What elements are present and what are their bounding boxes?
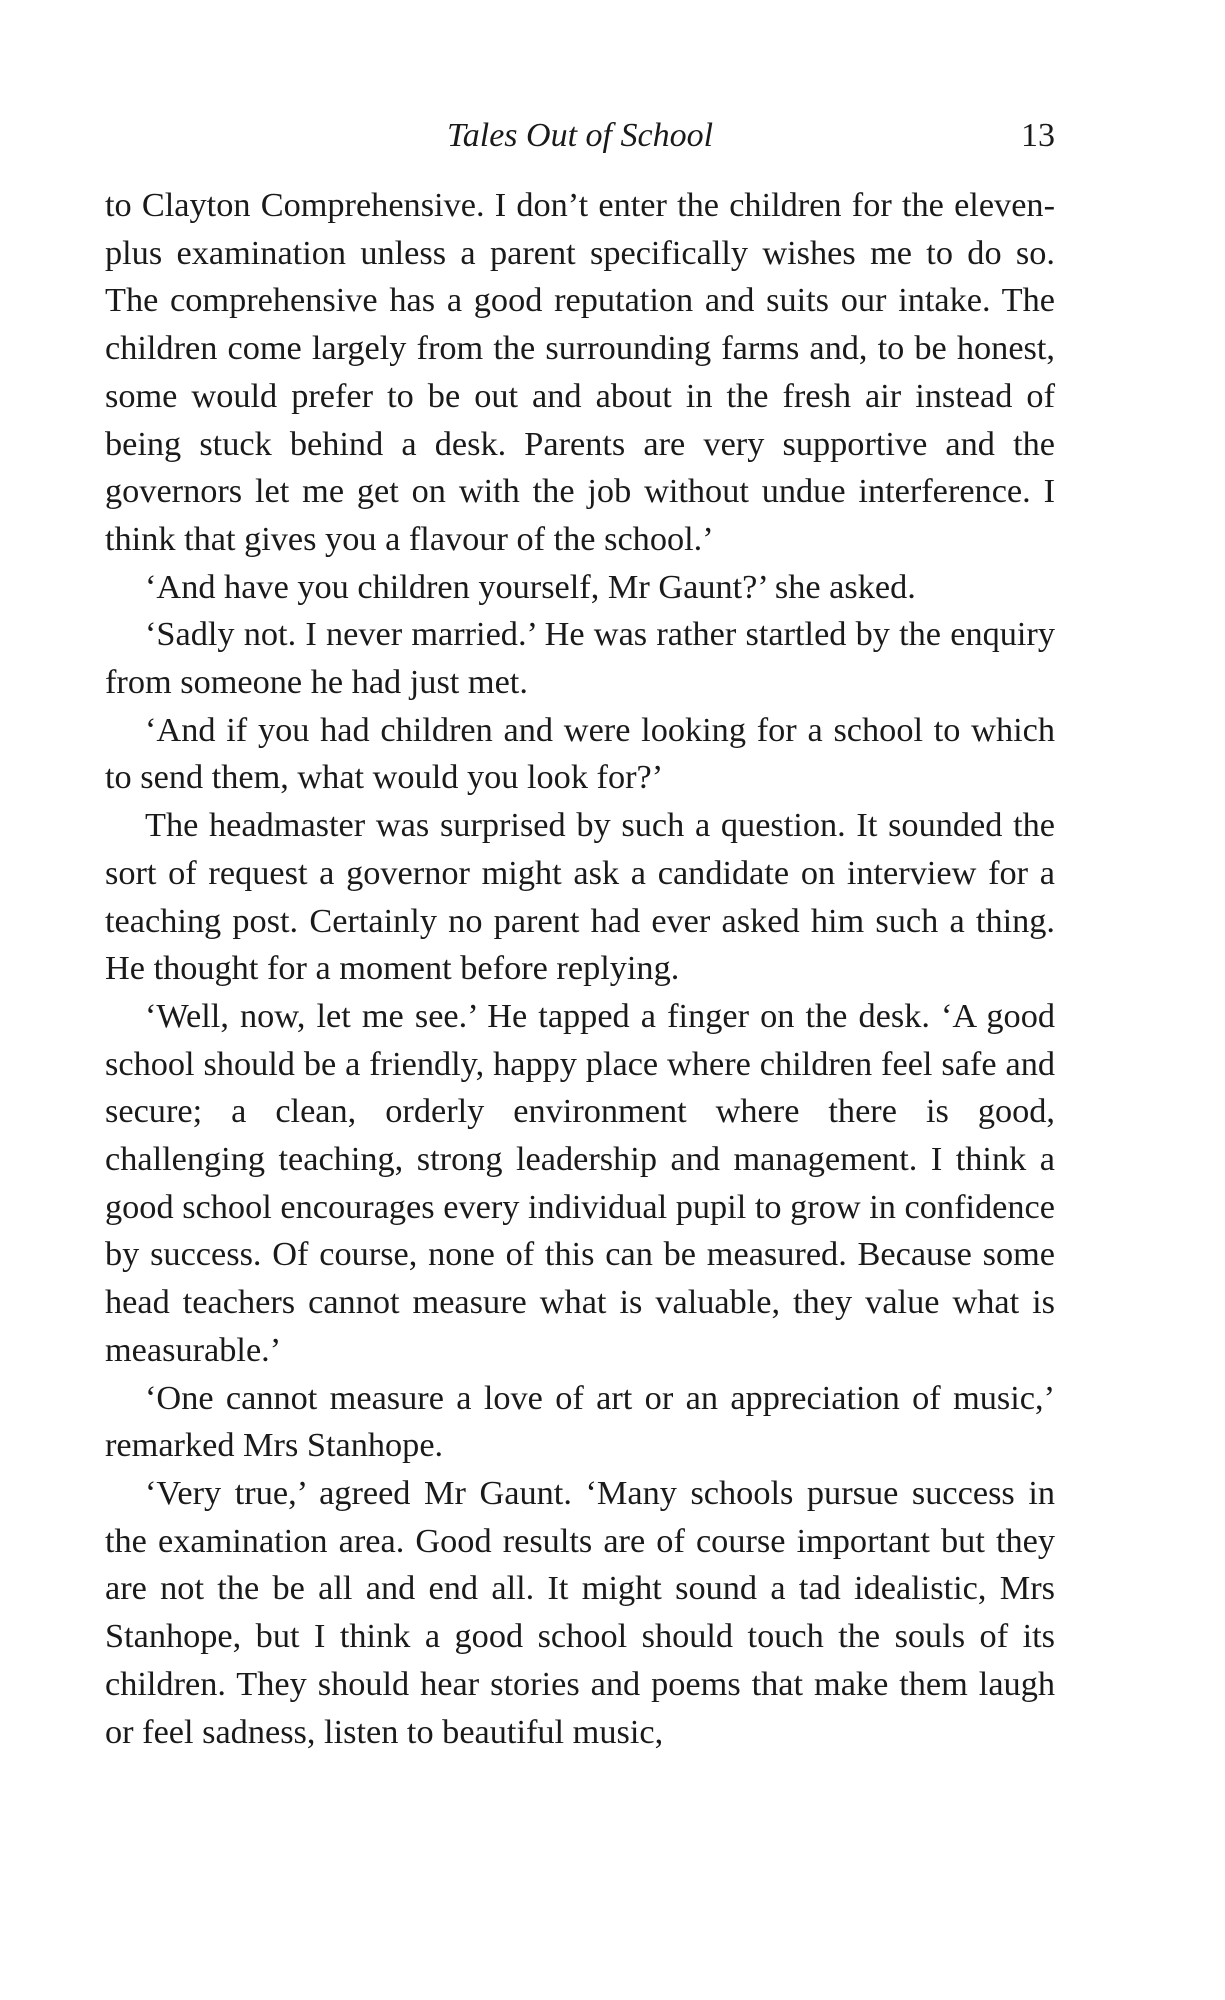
page-number: 13 (1021, 117, 1055, 154)
paragraph: ‘Very true,’ agreed Mr Gaunt. ‘Many schools pursue success in the examination area. Good results are of course important but they are not the be all and end all. It might sound a tad idealistic, Mrs Stanhope, but I think a good school should touch the souls of its children. They should hear stories and poems that make them laugh or feel sadness, listen to beautiful music, (105, 1473, 1055, 1751)
paragraph: ‘And if you had children and were looking for a school to which to send them, what would you look for?’ (105, 710, 1055, 797)
paragraph: to Clayton Comprehensive. I don’t enter the children for the eleven-plus examination unless a parent specifically wishes me to do so. The comprehensive has a good reputation and suits our intake. The children come largely from the surrounding farms and, to be honest, some would prefer to be out and about in the fresh air instead of being stuck behind a desk. Parents are very supportive and the governors let me get on with the job without undue interference. I think that gives you a flavour of the school.’ (105, 186, 1055, 558)
paragraph: ‘One cannot measure a love of art or an appreciation of music,’ remarked Mrs Stanhope. (105, 1378, 1055, 1465)
paragraph: The headmaster was surprised by such a question. It sounded the sort of request a governor might ask a candidate on interview for a teaching post. Certainly no parent had ever asked him such a thing. He thought for a moment before replying. (105, 806, 1055, 988)
running-title: Tales Out of School (446, 117, 714, 154)
paragraph: ‘And have you children yourself, Mr Gaunt?’ she asked. (145, 567, 916, 606)
body-text (105, 182, 1055, 1756)
running-head (105, 112, 1055, 160)
paragraph: ‘Well, now, let me see.’ He tapped a finger on the desk. ‘A good school should be a friendly, happy place where children feel safe and secure; a clean, orderly environment where there is good, challenging teaching, strong leadership and management. I think a good school encourages every individual pupil to grow in confidence by success. Of course, none of this can be measured. Because some head teachers cannot measure what is valuable, they value what is measurable.’ (105, 996, 1055, 1369)
paragraph: ‘Sadly not. I never married.’ He was rather startled by the enquiry from someone he had just met. (105, 615, 1055, 702)
